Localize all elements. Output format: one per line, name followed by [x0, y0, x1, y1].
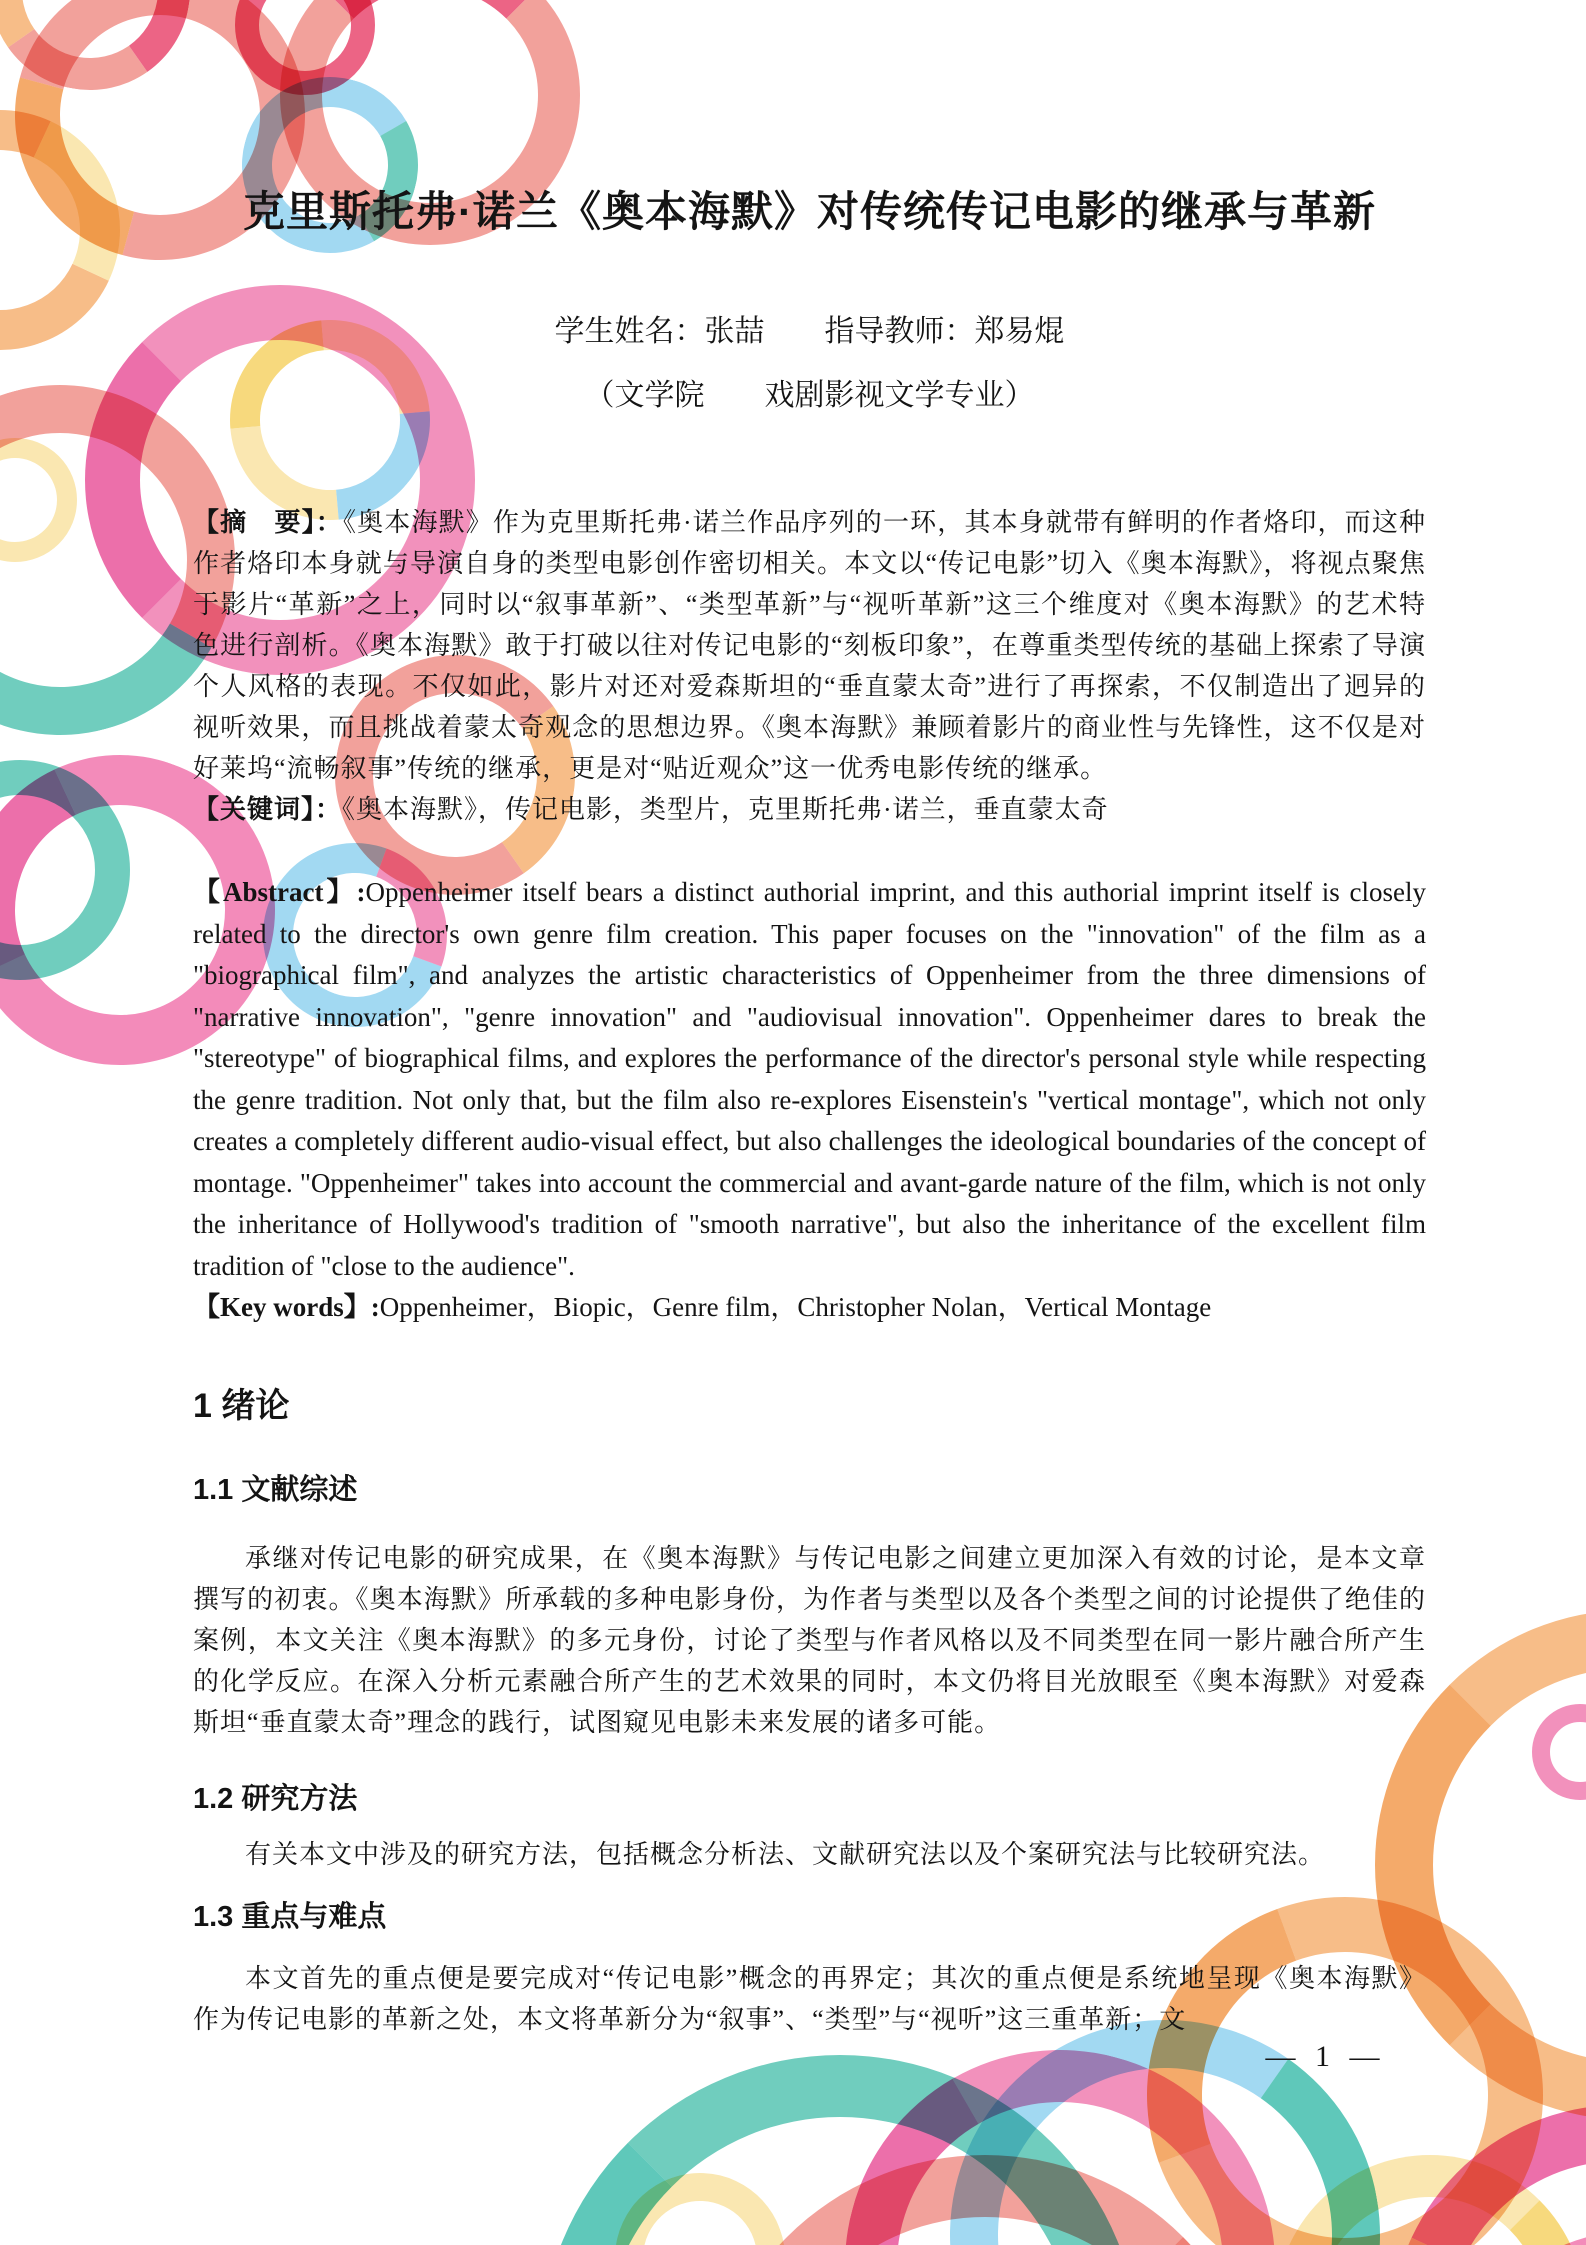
keywords-en-label: 【Key words】:: [193, 1292, 380, 1322]
byline-separator: [765, 315, 825, 348]
keywords-cn: [193, 789, 1426, 830]
keywords-en: [193, 1287, 1426, 1328]
keywords-en-text: Oppenheimer，Biopic，Genre film，Christopher Nolan，Vertical Montage: [379, 1292, 1212, 1322]
section-1-heading: 1 绪论: [193, 1387, 290, 1425]
abstract-cn-label: 【摘 要】：: [193, 508, 343, 537]
student-label: 学生姓名：: [554, 315, 705, 348]
section-1-2-heading: 1.2 研究方法: [193, 1783, 358, 1815]
section-1-1-heading: 1.1 文献综述: [193, 1474, 358, 1506]
section-1-3-heading: 1.3 重点与难点: [193, 1901, 387, 1933]
author-line: [193, 314, 1426, 350]
keywords-cn-label: 【关键词】：: [193, 795, 343, 824]
advisor-label: 指导教师：: [824, 315, 975, 348]
abstract-en: [193, 872, 1426, 1287]
affiliation-line: （文学院 戏剧影视文学专业）: [584, 379, 1035, 412]
abstract-cn-text: 《奥本海默》作为克里斯托弗·诺兰作品序列的一环，其本身就带有鲜明的作者烙印，而这种作者烙印本身就与导演自身的类型电影创作密切相关。本文以“传记电影”切入《奥本海默》，将视点聚焦于影片“革新”之上，同时以“叙事革新”、“类型革新”与“视听革新”这三个维度对《奥本海默》的艺术特色进行剖析。《奥本海默》敢于打破以往对传记电影的“刻板印象”，在尊重类型传统的基础上探索了导演个人风格的表现。不仅如此，影片对还对爱森斯坦的“垂直蒙太奇”进行了再探索，不仅制造出了迥异的视听效果，而且挑战着蒙太奇观念的思想边界。《奥本海默》兼顾着影片的商业性与先锋性，这不仅是对好莱坞“流畅叙事”传统的继承，更是对“贴近观众”这一优秀电影传统的继承。: [193, 508, 1426, 783]
abstract-en-text: Oppenheimer itself bears a distinct authorial imprint, and this authorial imprint itself is closely related to the director's own genre film creation. This paper focuses on the "innovation" of the film as a "biographical film", and analyzes the artistic characteristics of Oppenheimer from the three dimensions of "narrative innovation", "genre innovation" and "audiovisual innovation". Oppenheimer dares to break the "stereotype" of biographical films, and explores the performance of the director's personal style while respecting the genre tradition. Not only that, but the film also re-explores Eisenstein's "vertical montage", which not only creates a completely different audio-visual effect, but also challenges the ideological boundaries of the concept of montage. "Oppenheimer" takes into account the commercial and avant-garde nature of the film, which is not only the inheritance of Hollywood's tradition of "smooth narrative", but also the inheritance of the excellent film tradition of "close to the audience".: [193, 877, 1426, 1281]
section-1-3-paragraph: 本文首先的重点便是要完成对“传记电影”概念的再界定；其次的重点便是系统地呈现《奥本海默》作为传记电影的革新之处，本文将革新分为“叙事”、“类型”与“视听”这三重革新；文: [193, 1964, 1426, 2034]
abstract-en-label: 【Abstract】:: [193, 877, 366, 907]
section-1-2-paragraph: 有关本文中涉及的研究方法，包括概念分析法、文献研究法以及个案研究法与比较研究法。: [245, 1840, 1326, 1869]
paper-title: 克里斯托弗·诺兰《奥本海默》对传统传记电影的继承与革新: [243, 188, 1376, 235]
keywords-cn-text: 《奥本海默》，传记电影，类型片，克里斯托弗·诺兰，垂直蒙太奇: [342, 795, 1109, 824]
section-1-1-paragraph: 承继对传记电影的研究成果，在《奥本海默》与传记电影之间建立更加深入有效的讨论，是本文章撰写的初衷。《奥本海默》所承载的多种电影身份，为作者与类型以及各个类型之间的讨论提供了绝佳的案例，本文关注《奥本海默》的多元身份，讨论了类型与作者风格以及不同类型在同一影片融合所产生的化学反应。在深入分析元素融合所产生的艺术效果的同时，本文仍将目光放眼至《奥本海默》对爱森斯坦“垂直蒙太奇”理念的践行，试图窥见电影未来发展的诸多可能。: [193, 1544, 1426, 1737]
page-number: — 1 —: [1265, 2040, 1386, 2073]
abstract-cn: [193, 502, 1426, 789]
student-name: 张喆: [704, 315, 765, 348]
document-content: [193, 0, 1426, 2040]
advisor-name: 郑易焜: [974, 315, 1065, 348]
